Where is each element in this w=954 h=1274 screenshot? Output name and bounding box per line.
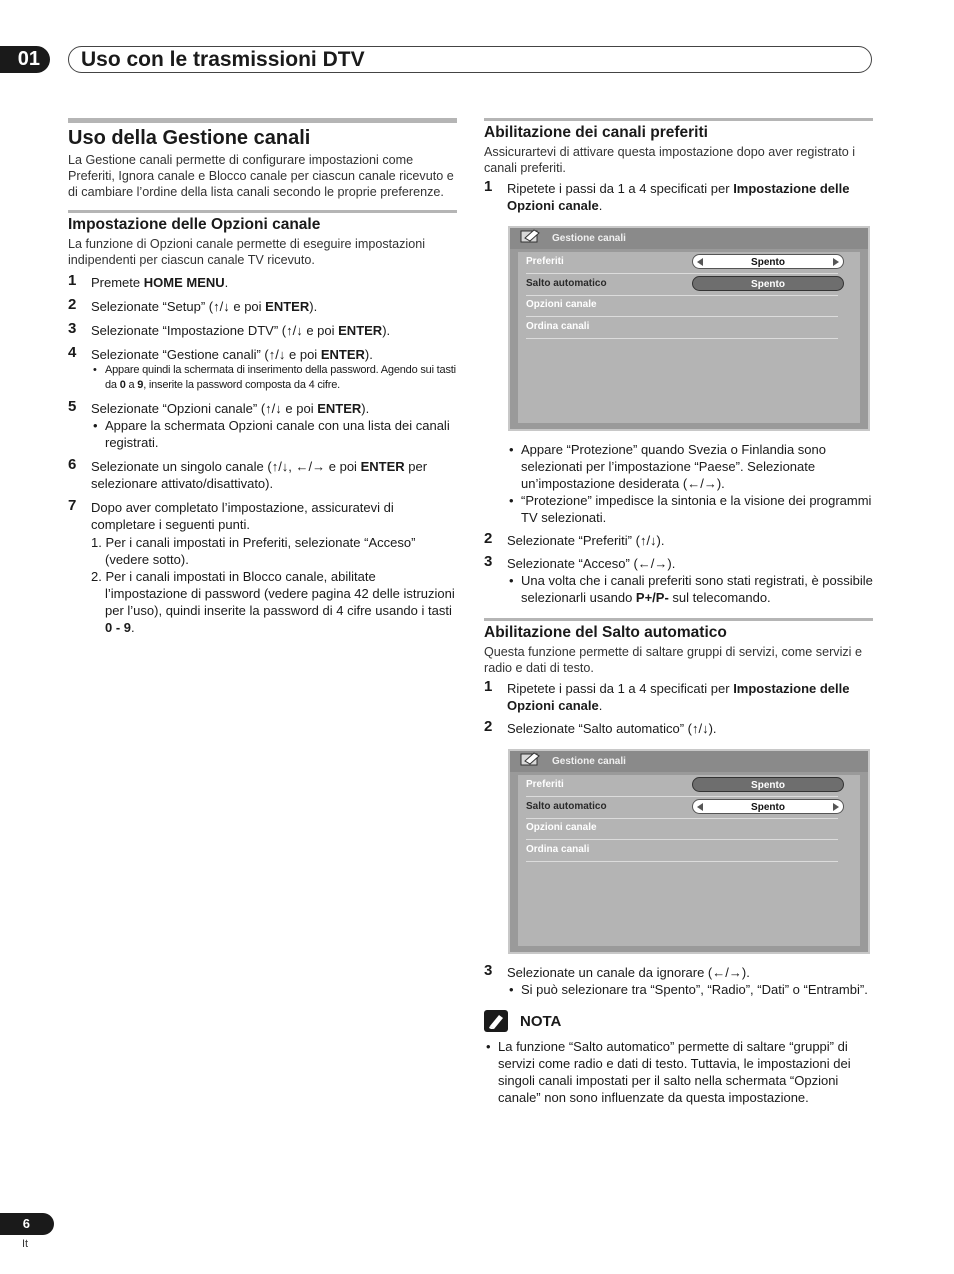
screen-body (518, 775, 860, 946)
menu-row-opzioni[interactable]: Opzioni canale (526, 818, 838, 840)
note-label: NOTA (520, 1012, 562, 1030)
menu-row-salto[interactable]: Salto automatico Spento (526, 274, 838, 296)
tv-menu-icon (520, 228, 542, 249)
menu-row-ordina[interactable]: Ordina canali (526, 317, 838, 339)
step-7-point-2: 2. Per i canali impostati in Blocco canale, abilitate l’impostazione di password (vedere pagina 42 delle istruzioni per l’uso), quindi inserite la password di 4 cifre usando i tasti 0 - 9. (91, 569, 455, 635)
language-code: It (22, 1238, 29, 1250)
subsection-heading-autoskip: Abilitazione del Salto automatico (484, 624, 727, 641)
screen-title: Gestione canali (552, 233, 626, 244)
right-column (484, 118, 873, 1106)
step-6: 6 Selezionate un singolo canale (↑/↓, ←/→ e poi ENTER per selezionare attivato/disattivato). (68, 456, 428, 491)
tv-screen-favorites (508, 226, 870, 431)
step-number: 3 (68, 320, 77, 337)
menu-row-preferiti[interactable]: Preferiti Spento (526, 775, 838, 797)
step-number: 7 (68, 497, 77, 514)
fav-step-1: 1 Ripetete i passi da 1 a 4 specificati per Impostazione delle Opzioni canale. (484, 178, 850, 213)
fav-step-3-note: • Una volta che i canali preferiti sono stati registrati, è possibile selezionarli usando P+/P- sul telecomando. (507, 572, 873, 606)
fav-step-3: 3 Selezionate “Acceso” (←/→). • Una volta che i canali preferiti sono stati registrati, è possibile selezionarli usando P+/P- sul telecomando. (484, 555, 873, 606)
tv-menu-icon (520, 751, 542, 772)
screen-body (518, 252, 860, 423)
step-number: 4 (68, 344, 77, 361)
chapter-title: Uso con le trasmissioni DTV (68, 46, 872, 73)
step-7-point-1: 1. Per i canali impostati in Preferiti, selezionate “Acceso” (vedere sotto). (91, 535, 416, 567)
section-rule (68, 118, 457, 123)
section-intro: La Gestione canali permette di configurare impostazioni come Preferiti, Ignora canale e Blocco canale per ciascun canale ricevuto e di cambiare l’ordine della lista canali secondo le proprie preferenze. (68, 153, 454, 199)
screen-header (510, 751, 868, 772)
step-number: 2 (68, 296, 77, 313)
step-4-note: • Appare quindi la schermata di inserimento della password. Agendo sui tasti da 0 a 9, inserite la password composta da 4 cifre. (91, 363, 457, 393)
step-5: 5 Selezionate “Opzioni canale” (↑/↓ e poi ENTER). • Appare la schermata Opzioni canale con una lista dei canali registrati. (68, 400, 457, 451)
subsection-intro: Questa funzione permette di saltare gruppi di servizi, come servizi e radio e dati di testo. (484, 645, 862, 675)
menu-row-opzioni[interactable]: Opzioni canale (526, 295, 838, 317)
left-column (68, 118, 457, 636)
step-3: 3 Selezionate “Impostazione DTV” (↑/↓ e poi ENTER). (68, 320, 391, 338)
pencil-icon (484, 1010, 508, 1032)
skip-step-3: 3 Selezionate un canale da ignorare (←/→). • Si può selezionare tra “Spento”, “Radio”, “Dati” o “Entrambi”. (484, 964, 873, 998)
value-selector[interactable]: Spento (692, 799, 844, 814)
step-5-note: • Appare la schermata Opzioni canale con una lista dei canali registrati. (91, 417, 457, 451)
step-number: 1 (68, 272, 77, 289)
chapter-number: 01 (0, 46, 50, 73)
subsection-intro: Assicurartevi di attivare questa impostazione dopo aver registrato i canali preferiti. (484, 145, 855, 175)
value-selector[interactable]: Spento (692, 254, 844, 269)
right-arrow-icon (833, 803, 839, 811)
fav-step-2: 2 Selezionate “Preferiti” (↑/↓). (484, 530, 665, 548)
step-number: 6 (68, 456, 77, 473)
step-7: 7 Dopo aver completato l’impostazione, assicuratevi di completare i seguenti punti. 1. Per i canali impostati in Preferiti, selezionate “Acceso” (vedere sotto). 2. Per i canali impostati in Blocco canale, abilitate l’impostazione di password (vedere pagina 42 delle istruzioni per l’uso), quindi inserite la password di 4 cifre usando i tasti 0 - 9. (68, 499, 457, 636)
subsection-rule (484, 618, 873, 621)
skip-step-3-note: • Si può selezionare tra “Spento”, “Radio”, “Dati” o “Entrambi”. (507, 981, 873, 998)
step-4: 4 Selezionate “Gestione canali” (↑/↓ e poi ENTER). • Appare quindi la schermata di inserimento della password. Agendo sui tasti da 0 a 9, inserite la password composta da 4 cifre. (68, 346, 457, 393)
skip-step-2: 2 Selezionate “Salto automatico” (↑/↓). (484, 718, 717, 736)
page-number: 6 (0, 1213, 54, 1235)
subsection-heading-favorites: Abilitazione dei canali preferiti (484, 124, 708, 141)
skip-step-1: 1 Ripetete i passi da 1 a 4 specificati per Impostazione delle Opzioni canale. (484, 678, 850, 713)
menu-row-salto[interactable]: Salto automatico Spento (526, 797, 838, 819)
left-arrow-icon (697, 803, 703, 811)
step-1: 1 Premete HOME MENU. (68, 272, 229, 290)
subsection-intro: La funzione di Opzioni canale permette di eseguire impostazioni indipendenti per ciascun canale TV ricevuto. (68, 237, 426, 267)
subsection-rule (484, 118, 873, 121)
note-header (484, 1010, 873, 1032)
tv-screen-autoskip (508, 749, 870, 954)
value-display: Spento (692, 276, 844, 291)
subsection-rule (68, 210, 457, 213)
value-display: Spento (692, 777, 844, 792)
screen-title: Gestione canali (552, 756, 626, 767)
section-heading: Uso della Gestione canali (68, 127, 311, 149)
step-2: 2 Selezionate “Setup” (↑/↓ e poi ENTER). (68, 296, 318, 314)
subsection-heading: Impostazione delle Opzioni canale (68, 216, 321, 233)
menu-row-ordina[interactable]: Ordina canali (526, 840, 838, 862)
right-arrow-icon (833, 258, 839, 266)
fav-bullet-1: • Appare “Protezione” quando Svezia o Finlandia sono selezionati per l’impostazione “Paese”. Selezionate un’impostazione desiderata (←/→). (507, 441, 873, 492)
menu-row-preferiti[interactable]: Preferiti Spento (526, 252, 838, 274)
note-text: • La funzione “Salto automatico” permette di saltare “gruppi” di servizi come radio e dati di testo. Tuttavia, le impostazioni dei singoli canali impostati per il salto nella schermata “Opzioni canale” non sono influenzate da questa impostazione. (484, 1038, 873, 1106)
fav-bullet-2: • “Protezione” impedisce la sintonia e la visione dei programmi TV selezionati. (507, 492, 873, 526)
left-arrow-icon (697, 258, 703, 266)
screen-header (510, 228, 868, 249)
step-number: 5 (68, 398, 77, 415)
